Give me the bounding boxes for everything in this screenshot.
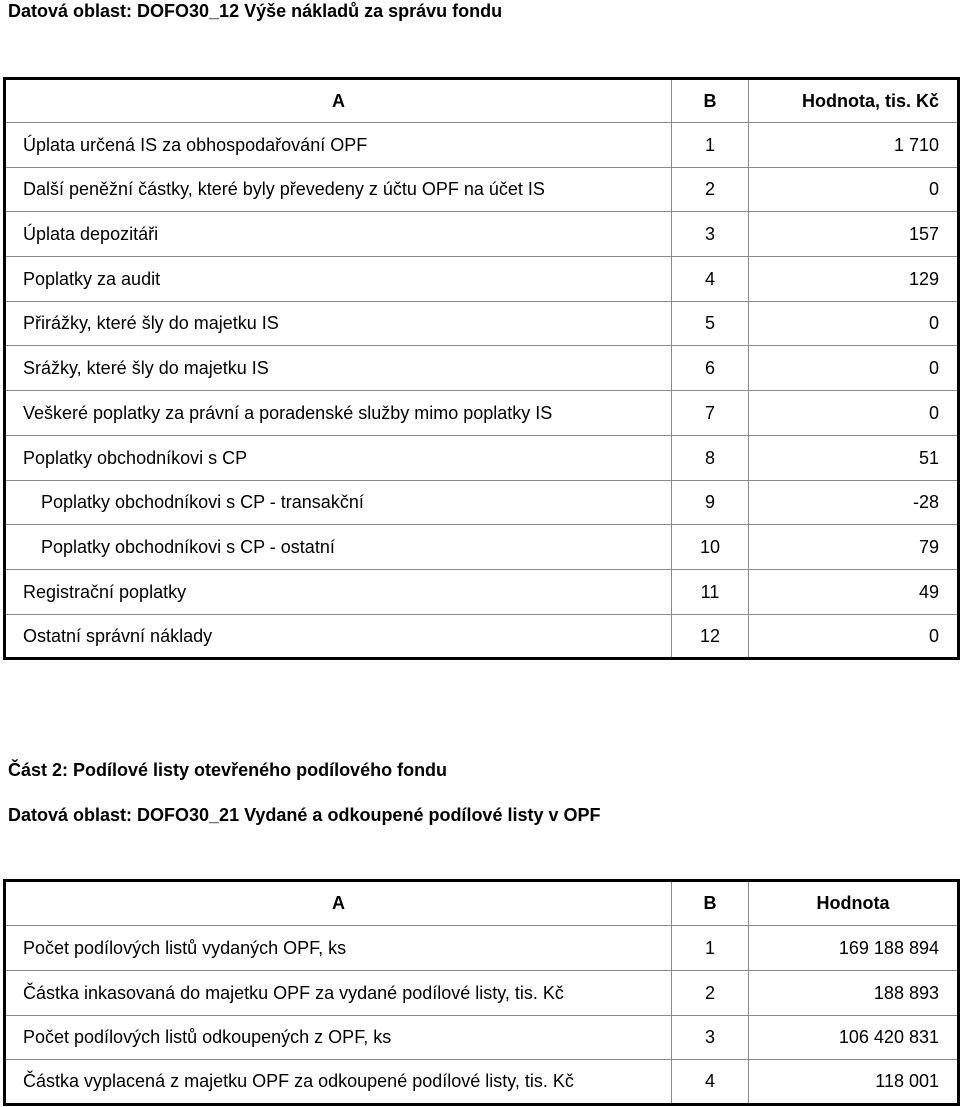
table-row <box>5 926 959 971</box>
row-label: Srážky, které šly do majetku IS <box>5 346 672 391</box>
table-row <box>5 123 959 168</box>
row-label: Poplatky obchodníkovi s CP <box>5 436 672 481</box>
row-label: Registrační poplatky <box>5 570 672 615</box>
row-code: 1 <box>672 123 749 168</box>
shares-table <box>3 879 960 1106</box>
row-value: 0 <box>749 302 959 346</box>
row-code: 12 <box>672 615 749 659</box>
row-code: 3 <box>672 1016 749 1060</box>
row-code: 9 <box>672 481 749 525</box>
table-row <box>5 257 959 302</box>
table-row <box>5 346 959 391</box>
row-value: 0 <box>749 615 959 659</box>
table-row <box>5 525 959 570</box>
row-value: 157 <box>749 212 959 257</box>
table-row <box>5 570 959 615</box>
row-label: Částka inkasovaná do majetku OPF za vydané podílové listy, tis. Kč <box>5 971 672 1016</box>
table-row <box>5 615 959 659</box>
table-row <box>5 302 959 346</box>
row-value: 0 <box>749 168 959 212</box>
row-label: Veškeré poplatky za právní a poradenské služby mimo poplatky IS <box>5 391 672 436</box>
row-value: 118 001 <box>749 1060 959 1105</box>
row-label: Poplatky obchodníkovi s CP - ostatní <box>5 525 672 570</box>
table-row <box>5 168 959 212</box>
table-row <box>5 481 959 525</box>
row-value: 169 188 894 <box>749 926 959 971</box>
column-header-a: A <box>5 881 672 926</box>
row-value: 129 <box>749 257 959 302</box>
part2-title: Část 2: Podílové listy otevřeného podílového fondu <box>8 760 448 780</box>
row-value: 0 <box>749 346 959 391</box>
row-code: 2 <box>672 168 749 212</box>
section2-title: Datová oblast: DOFO30_21 Vydané a odkoupené podílové listy v OPF <box>8 805 601 825</box>
row-value: 1 710 <box>749 123 959 168</box>
row-label: Úplata určená IS za obhospodařování OPF <box>5 123 672 168</box>
row-value: 79 <box>749 525 959 570</box>
row-label: Poplatky za audit <box>5 257 672 302</box>
row-value: 188 893 <box>749 971 959 1016</box>
column-header-value: Hodnota, tis. Kč <box>749 79 959 123</box>
row-value: -28 <box>749 481 959 525</box>
row-code: 11 <box>672 570 749 615</box>
table-header-row <box>5 881 959 926</box>
row-code: 4 <box>672 257 749 302</box>
row-label: Poplatky obchodníkovi s CP - transakční <box>5 481 672 525</box>
row-label: Počet podílových listů vydaných OPF, ks <box>5 926 672 971</box>
row-label: Další peněžní částky, které byly převedeny z účtu OPF na účet IS <box>5 168 672 212</box>
table-row <box>5 1060 959 1105</box>
row-code: 4 <box>672 1060 749 1105</box>
row-value: 51 <box>749 436 959 481</box>
row-value: 0 <box>749 391 959 436</box>
costs-table <box>3 77 960 660</box>
row-code: 10 <box>672 525 749 570</box>
table-row <box>5 436 959 481</box>
column-header-value: Hodnota <box>749 881 959 926</box>
row-code: 1 <box>672 926 749 971</box>
table-row <box>5 1016 959 1060</box>
row-value: 49 <box>749 570 959 615</box>
row-code: 7 <box>672 391 749 436</box>
column-header-b: B <box>672 881 749 926</box>
row-label: Částka vyplacená z majetku OPF za odkoupené podílové listy, tis. Kč <box>5 1060 672 1105</box>
row-label: Počet podílových listů odkoupených z OPF, ks <box>5 1016 672 1060</box>
row-code: 3 <box>672 212 749 257</box>
row-code: 8 <box>672 436 749 481</box>
row-code: 5 <box>672 302 749 346</box>
table-row <box>5 971 959 1016</box>
table-header-row <box>5 79 959 123</box>
table-row <box>5 212 959 257</box>
column-header-a: A <box>5 79 672 123</box>
row-label: Úplata depozitáři <box>5 212 672 257</box>
row-label: Přirážky, které šly do majetku IS <box>5 302 672 346</box>
table-row <box>5 391 959 436</box>
row-value: 106 420 831 <box>749 1016 959 1060</box>
column-header-b: B <box>672 79 749 123</box>
section1-title: Datová oblast: DOFO30_12 Výše nákladů za správu fondu <box>8 1 503 21</box>
row-code: 2 <box>672 971 749 1016</box>
row-code: 6 <box>672 346 749 391</box>
row-label: Ostatní správní náklady <box>5 615 672 659</box>
